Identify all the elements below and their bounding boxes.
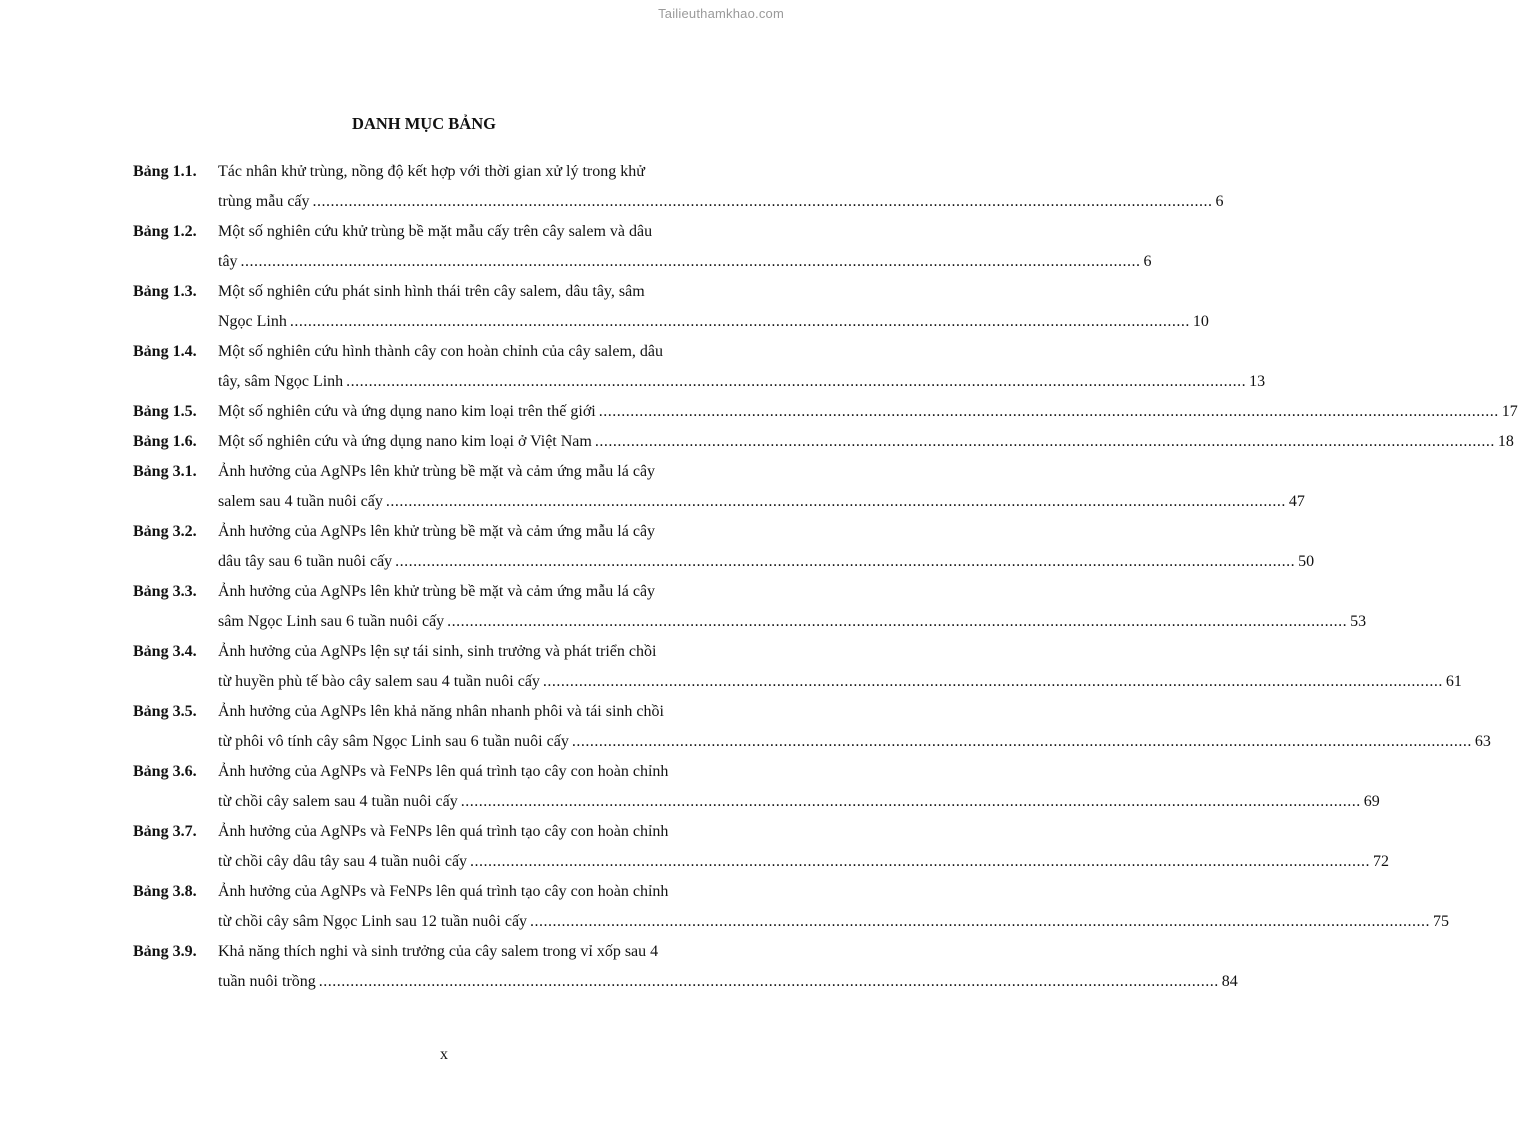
entry-title-line: dâu tây sau 6 tuần nuôi cấy: [218, 553, 393, 570]
entry-page-number: 61: [1445, 673, 1462, 690]
entry-title-line: từ chồi cây sâm Ngọc Linh sau 12 tuần nuôi cấy: [218, 913, 528, 930]
entry-title-line: Ảnh hưởng của AgNPs lện sự tái sinh, sinh trưởng và phát triển chồi: [218, 643, 657, 660]
entry-title-line: tuần nuôi trồng: [218, 973, 316, 990]
entry-title-line: Ảnh hưởng của AgNPs và FeNPs lên quá trình tạo cây con hoàn chỉnh: [218, 763, 669, 780]
dot-leader: [470, 847, 1370, 877]
watermark: Tailieuthamkhao.com: [658, 6, 784, 21]
table-number: Bảng 3.7.: [133, 823, 197, 840]
table-number: Bảng 3.2.: [133, 523, 197, 540]
toc-entry[interactable]: [133, 817, 1390, 877]
table-number: Bảng 3.8.: [133, 883, 197, 900]
page-number: x: [440, 1046, 448, 1063]
entry-title-line: tây, sâm Ngọc Linh: [218, 373, 344, 390]
entry-title-line: từ huyền phù tế bào cây salem sau 4 tuần nuôi cấy: [218, 673, 540, 690]
dot-leader: [543, 667, 1443, 697]
dot-leader: [572, 727, 1472, 757]
table-number: Bảng 3.1.: [133, 463, 197, 480]
toc-entry[interactable]: [133, 397, 1518, 427]
entry-title-line: từ chồi cây dâu tây sau 4 tuần nuôi cấy: [218, 853, 468, 870]
entry-title-line: Ngọc Linh: [218, 313, 287, 330]
entry-title-line: Tác nhân khử trùng, nồng độ kết hợp với thời gian xử lý trong khử: [218, 163, 645, 180]
dot-leader: [447, 607, 1347, 637]
entry-page-number: 84: [1221, 973, 1238, 990]
toc-entry[interactable]: [133, 697, 1491, 757]
entry-title-line: Ảnh hưởng của AgNPs và FeNPs lên quá trình tạo cây con hoàn chỉnh: [218, 823, 669, 840]
entry-page-number: 18: [1497, 433, 1514, 450]
entry-title-line: Ảnh hưởng của AgNPs lên khử trùng bề mặt và cảm ứng mẫu lá cây: [218, 463, 656, 480]
entry-page-number: 69: [1363, 793, 1380, 810]
toc-entry[interactable]: [133, 457, 1305, 517]
entry-title-line: từ chồi cây salem sau 4 tuần nuôi cấy: [218, 793, 458, 810]
entry-title-line: Một số nghiên cứu hình thành cây con hoàn chỉnh của cây salem, dâu: [218, 343, 663, 360]
toc-entry[interactable]: [133, 637, 1462, 697]
toc-entry[interactable]: [133, 577, 1367, 637]
entry-page-number: 72: [1373, 853, 1390, 870]
entry-page-number: 53: [1350, 613, 1367, 630]
dot-leader: [595, 427, 1495, 457]
table-number: Bảng 1.4.: [133, 343, 197, 360]
page-title: DANH MỤC BẢNG: [352, 114, 496, 133]
entry-page-number: 10: [1192, 313, 1209, 330]
toc-entry[interactable]: [133, 217, 1152, 277]
toc-entry[interactable]: [133, 427, 1514, 457]
entry-title-line: Một số nghiên cứu khử trùng bề mặt mẫu cấy trên cây salem và dâu: [218, 223, 653, 240]
table-number: Bảng 3.6.: [133, 763, 197, 780]
toc-entry[interactable]: [133, 757, 1380, 817]
entry-page-number: 63: [1474, 733, 1491, 750]
entry-page-number: 6: [1143, 253, 1152, 270]
table-number: Bảng 1.5.: [133, 403, 197, 420]
dot-leader: [395, 547, 1295, 577]
toc-entry[interactable]: [133, 517, 1315, 577]
entry-title-line: Ảnh hưởng của AgNPs lên khử trùng bề mặt và cảm ứng mẫu lá cây: [218, 583, 656, 600]
dot-leader: [599, 397, 1499, 427]
dot-leader: [241, 247, 1141, 277]
table-number: Bảng 1.3.: [133, 283, 197, 300]
entry-title-line: Khả năng thích nghi và sinh trưởng của cây salem trong vỉ xốp sau 4: [218, 943, 659, 960]
toc-entry[interactable]: [133, 337, 1266, 397]
entry-page-number: 75: [1433, 913, 1450, 930]
entry-title-line: salem sau 4 tuần nuôi cấy: [218, 493, 383, 510]
entry-title-line: Một số nghiên cứu và ứng dụng nano kim loại trên thế giới: [218, 403, 596, 420]
entry-title-line: trùng mẫu cấy: [218, 193, 310, 210]
toc-entry[interactable]: [133, 277, 1209, 337]
dot-leader: [313, 187, 1213, 217]
table-number: Bảng 3.4.: [133, 643, 197, 660]
entry-page-number: 17: [1501, 403, 1518, 420]
dot-leader: [530, 907, 1430, 937]
table-number: Bảng 1.6.: [133, 433, 197, 450]
entry-title-line: Ảnh hưởng của AgNPs và FeNPs lên quá trình tạo cây con hoàn chỉnh: [218, 883, 669, 900]
entry-page-number: 6: [1215, 193, 1224, 210]
toc-entry[interactable]: [133, 937, 1238, 997]
entry-page-number: 50: [1298, 553, 1315, 570]
entry-page-number: 13: [1249, 373, 1266, 390]
dot-leader: [346, 367, 1246, 397]
entry-title-line: Một số nghiên cứu và ứng dụng nano kim loại ở Việt Nam: [218, 433, 592, 450]
dot-leader: [290, 307, 1190, 337]
entry-title-line: Một số nghiên cứu phát sinh hình thái trên cây salem, dâu tây, sâm: [218, 283, 645, 300]
table-list: [133, 157, 1518, 997]
entry-title-line: sâm Ngọc Linh sau 6 tuần nuôi cấy: [218, 613, 445, 630]
table-number: Bảng 3.5.: [133, 703, 197, 720]
table-number: Bảng 3.3.: [133, 583, 197, 600]
entry-title-line: Ảnh hưởng của AgNPs lên khử trùng bề mặt và cảm ứng mẫu lá cây: [218, 523, 656, 540]
table-number: Bảng 1.2.: [133, 223, 197, 240]
toc-entry[interactable]: [133, 157, 1224, 217]
entry-page-number: 47: [1288, 493, 1305, 510]
dot-leader: [386, 487, 1286, 517]
table-number: Bảng 1.1.: [133, 163, 197, 180]
dot-leader: [461, 787, 1361, 817]
toc-entry[interactable]: [133, 877, 1450, 937]
entry-title-line: từ phôi vô tính cây sâm Ngọc Linh sau 6 tuần nuôi cấy: [218, 733, 569, 750]
dot-leader: [319, 967, 1219, 997]
table-number: Bảng 3.9.: [133, 943, 197, 960]
entry-title-line: Ảnh hưởng của AgNPs lên khả năng nhân nhanh phôi và tái sinh chồi: [218, 703, 664, 720]
entry-title-line: tây: [218, 253, 238, 270]
